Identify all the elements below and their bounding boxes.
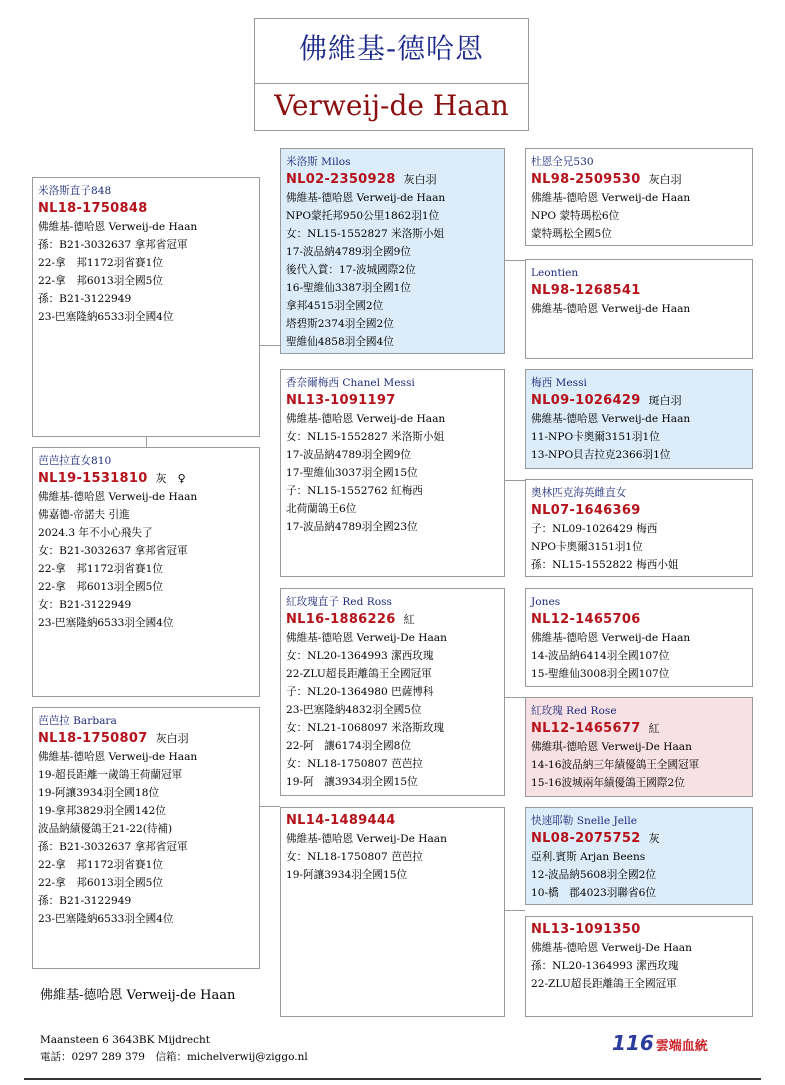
pigeon-card <box>280 148 505 354</box>
record-line: 22-阿 讓6174羽全國8位 <box>286 740 411 752</box>
logo-text: 雲端血統 <box>655 1039 708 1054</box>
logo-number: 116 <box>612 1031 654 1055</box>
record-line: 孫：B21-3122949 <box>38 895 132 907</box>
ring-line <box>531 392 747 410</box>
record-line: 23-巴塞隆納4832羽全國5位 <box>286 704 422 716</box>
record-line: 17-波品納4789羽全國9位 <box>286 449 411 461</box>
feather-color: 紅 <box>648 722 660 735</box>
ring-line <box>286 611 499 629</box>
record-line: 子：NL20-1364980 巴薩博科 <box>286 686 434 698</box>
ring-number: NL18-1750848 <box>38 201 148 216</box>
record-line: 14-16波品納三年績優鴿王全國冠軍 <box>531 759 700 771</box>
ring-line <box>38 470 254 488</box>
connector <box>260 806 280 807</box>
ring-line <box>531 921 747 939</box>
pigeon-card <box>280 807 505 1017</box>
record-line: 女：NL18-1750807 芭芭拉 <box>286 851 423 863</box>
record-line: 23-巴塞隆納6533羽全國4位 <box>38 617 174 629</box>
record-line: 孫：NL15-1552822 梅西小姐 <box>531 559 679 571</box>
connector <box>505 480 525 481</box>
ring-number: NL14-1489444 <box>286 813 396 828</box>
ring-number: NL16-1886226 <box>286 612 396 627</box>
pigeon-card <box>525 479 753 577</box>
ring-number: NL12-1465677 <box>531 721 641 736</box>
pigeon-name: 快速耶勒 Snelle Jelle <box>531 815 638 827</box>
record-line: 聖維仙4858羽全國4位 <box>286 336 394 348</box>
pigeon-card <box>280 588 505 796</box>
record-line: 佛維基-德哈恩 Verweij-De Haan <box>286 632 447 644</box>
title-english: Verweij-de Haan <box>274 89 509 122</box>
owner-name: 佛維基-德哈恩 Verweij-de Haan <box>40 988 236 1003</box>
record-line: 19-拿邦3829羽全國142位 <box>38 805 166 817</box>
record-line: 孫：B21-3122949 <box>38 293 132 305</box>
ring-line <box>38 730 254 748</box>
record-line: 19-阿 讓3934羽全國15位 <box>286 776 418 788</box>
record-line: 22-拿 邦6013羽全國5位 <box>38 581 163 593</box>
record-line: 佛維基-德哈恩 Verweij-De Haan <box>286 833 447 845</box>
ring-number: NL12-1465706 <box>531 612 641 627</box>
ring-number: NL02-2350928 <box>286 172 396 187</box>
ring-line <box>531 282 747 300</box>
record-line: 17-波品納4789羽全國23位 <box>286 521 418 533</box>
record-line: 10-橋 郡4023羽聯省6位 <box>531 887 656 899</box>
record-line: 女：NL20-1364993 潔西玫瑰 <box>286 650 434 662</box>
pigeon-card <box>525 807 753 905</box>
ring-number: NL08-2075752 <box>531 831 641 846</box>
ring-line <box>38 200 254 218</box>
title-chinese: 佛維基-德哈恩 <box>298 32 485 65</box>
pigeon-name: 梅西 Messi <box>531 377 587 389</box>
pigeon-card <box>525 369 753 469</box>
ring-line <box>286 812 499 830</box>
ring-number: NL09-1026429 <box>531 393 641 408</box>
record-line: 後代入賞：17-波城國際2位 <box>286 264 416 276</box>
pigeon-card <box>32 447 260 697</box>
footer-divider <box>24 1078 761 1080</box>
record-line: 孫：B21-3032637 拿邦省冠軍 <box>38 841 188 853</box>
pigeon-name: 米洛斯直子848 <box>38 185 112 197</box>
ring-line <box>286 392 499 410</box>
pigeon-name: 杜恩全兄530 <box>531 156 594 168</box>
record-line: 孫：NL20-1364993 潔西玫瑰 <box>531 960 679 972</box>
record-line: 17-波品納4789羽全國9位 <box>286 246 411 258</box>
pigeon-name: 紅玫瑰 Red Rose <box>531 705 617 717</box>
record-line: 女：NL15-1552827 米洛斯小姐 <box>286 431 445 443</box>
record-line: 佛維基-德哈恩 Verweij-de Haan <box>531 192 691 204</box>
record-line: 女：NL21-1068097 米洛斯玫瑰 <box>286 722 445 734</box>
pigeon-card <box>32 177 260 437</box>
ring-line <box>531 720 747 738</box>
ring-number: NL18-1750807 <box>38 731 148 746</box>
record-line: 佛維基-德哈恩 Verweij-de Haan <box>531 303 691 315</box>
record-line: 11-NPO卡奧爾3151羽1位 <box>531 431 660 443</box>
record-line: 17-聖維仙3037羽全國15位 <box>286 467 418 479</box>
pigeon-name: Leontien <box>531 267 579 279</box>
record-line: 子：NL15-1552762 紅梅西 <box>286 485 423 497</box>
record-line: 23-巴塞隆納6533羽全國4位 <box>38 913 174 925</box>
ring-number: NL98-1268541 <box>531 283 641 298</box>
record-line: 15-聖維仙3008羽全國107位 <box>531 668 670 680</box>
record-line: 22-拿 邦6013羽全國5位 <box>38 877 163 889</box>
pigeon-card <box>525 148 753 246</box>
record-line: 女：B21-3032637 拿邦省冠軍 <box>38 545 188 557</box>
record-line: 亞利.賓斯 Arjan Beens <box>531 851 646 863</box>
pigeon-card <box>280 369 505 577</box>
record-line: 19-阿讓3934羽全國18位 <box>38 787 160 799</box>
feather-color: 灰 <box>648 832 660 845</box>
logo <box>612 1031 708 1055</box>
record-line: 子：NL09-1026429 梅西 <box>531 523 658 535</box>
record-line: NPO蒙托邦950公里1862羽1位 <box>286 210 440 222</box>
record-line: 19-阿讓3934羽全國15位 <box>286 869 408 881</box>
record-line: 佛維基-德哈恩 Verweij-de Haan <box>38 751 198 763</box>
connector <box>260 345 280 346</box>
pigeon-name: 米洛斯 Milos <box>286 156 351 168</box>
ring-number: NL07-1646369 <box>531 503 641 518</box>
ring-line <box>531 611 747 629</box>
record-line: 佛維基-德哈恩 Verweij-de Haan <box>38 221 198 233</box>
record-line: 佛嘉德-帝諾夫 引進 <box>38 509 130 521</box>
record-line: 佛維基-德哈恩 Verweij-de Haan <box>38 491 198 503</box>
contact-block <box>40 1032 308 1066</box>
ring-line <box>531 502 747 520</box>
record-line: 佛維琪-德哈恩 Verweij-De Haan <box>531 741 692 753</box>
pigeon-name: 香奈爾梅西 Chanel Messi <box>286 377 415 389</box>
pigeon-card <box>525 697 753 797</box>
record-line: 塔碧斯2374羽全國2位 <box>286 318 394 330</box>
address: Maansteen 6 3643BK Mijdrecht <box>40 1034 210 1046</box>
ring-line <box>286 171 499 189</box>
record-line: 22-拿 邦1172羽省賽1位 <box>38 859 163 871</box>
record-line: 13-NPO貝吉拉克2366羽1位 <box>531 449 671 461</box>
ring-number: NL13-1091197 <box>286 393 396 408</box>
pigeon-card <box>525 916 753 1017</box>
record-line: 22-ZLU超長距離鴿王全國冠軍 <box>531 978 677 990</box>
feather-color: 灰 ♀ <box>155 472 186 485</box>
record-line: 孫：B21-3032637 拿邦省冠軍 <box>38 239 188 251</box>
record-line: 拿邦4515羽全國2位 <box>286 300 384 312</box>
pigeon-card <box>525 259 753 359</box>
connector <box>505 910 525 911</box>
pigeon-name: 紅玫瑰直子 Red Ross <box>286 596 392 608</box>
record-line: 19-超長距離一歲鴿王荷蘭冠軍 <box>38 769 183 781</box>
pigeon-name: 奧林匹克海英雌直女 <box>531 487 627 499</box>
record-line: 北荷蘭鴿王6位 <box>286 503 357 515</box>
record-line: 2024.3 年不小心飛失了 <box>38 527 153 539</box>
record-line: 佛維基-德哈恩 Verweij-de Haan <box>286 192 446 204</box>
title-box <box>254 18 529 131</box>
feather-color: 紅 <box>403 613 415 626</box>
record-line: 佛維基-德哈恩 Verweij-de Haan <box>531 413 691 425</box>
record-line: 22-拿 邦1172羽省賽1位 <box>38 257 163 269</box>
record-line: 22-拿 邦1172羽省賽1位 <box>38 563 163 575</box>
feather-color: 灰白羽 <box>403 173 437 186</box>
record-line: 波品納績優鴿王21-22(待補) <box>38 823 173 835</box>
ring-line <box>531 830 747 848</box>
feather-color: 斑白羽 <box>648 394 682 407</box>
record-line: 佛維基-德哈恩 Verweij-de Haan <box>531 632 691 644</box>
ring-number: NL98-2509530 <box>531 172 641 187</box>
record-line: 22-拿 邦6013羽全國5位 <box>38 275 163 287</box>
record-line: 23-巴塞隆納6533羽全國4位 <box>38 311 174 323</box>
pigeon-name: 芭芭拉 Barbara <box>38 715 117 727</box>
record-line: 佛維基-德哈恩 Verweij-De Haan <box>531 942 692 954</box>
title-divider <box>255 83 528 84</box>
record-line: 女：NL15-1552827 米洛斯小姐 <box>286 228 445 240</box>
record-line: NPO卡奧爾3151羽1位 <box>531 541 643 553</box>
pigeon-name: 芭芭拉直女810 <box>38 455 112 467</box>
connector <box>505 697 525 698</box>
pigeon-card <box>32 707 260 969</box>
feather-color: 灰白羽 <box>155 732 189 745</box>
feather-color: 灰白羽 <box>648 173 682 186</box>
record-line: 22-ZLU超長距離鴿王全國冠軍 <box>286 668 432 680</box>
connector <box>146 437 147 447</box>
record-line: 16-聖維仙3387羽全國1位 <box>286 282 411 294</box>
record-line: 14-波品納6414羽全國107位 <box>531 650 670 662</box>
pigeon-card <box>525 588 753 687</box>
record-line: 女：B21-3122949 <box>38 599 132 611</box>
record-line: 蒙特瑪松全國5位 <box>531 228 612 240</box>
record-line: 女：NL18-1750807 芭芭拉 <box>286 758 423 770</box>
ring-line <box>531 171 747 189</box>
record-line: NPO 蒙特瑪松6位 <box>531 210 620 222</box>
contact-info: 電話：0297 289 379 信箱：michelverwij@ziggo.nl <box>40 1051 308 1063</box>
record-line: 15-16波城兩年績優鴿王國際2位 <box>531 777 685 789</box>
ring-number: NL19-1531810 <box>38 471 148 486</box>
record-line: 佛維基-德哈恩 Verweij-de Haan <box>286 413 446 425</box>
pigeon-name: Jones <box>531 596 561 608</box>
connector <box>505 260 525 261</box>
record-line: 12-波品納5608羽全國2位 <box>531 869 656 881</box>
ring-number: NL13-1091350 <box>531 922 641 937</box>
